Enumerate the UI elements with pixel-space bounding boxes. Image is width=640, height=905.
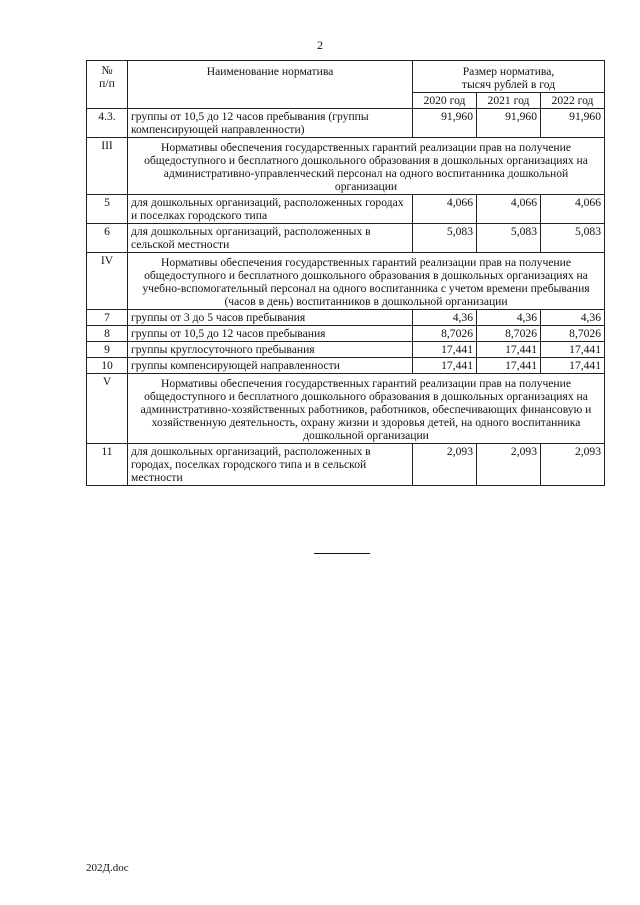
normative-name: группы от 10,5 до 12 часов пребывания (группы компенсирующей направленности) [128, 108, 413, 137]
section-row [87, 373, 605, 443]
section-row [87, 137, 605, 194]
row-number: 6 [87, 223, 128, 252]
value-2022: 4,066 [541, 194, 605, 223]
normative-name: для дошкольных организаций, расположенных городах и поселках городского типа [128, 194, 413, 223]
value-2021: 17,441 [477, 341, 541, 357]
normative-name: группы от 3 до 5 часов пребывания [128, 309, 413, 325]
table-header-row [87, 61, 605, 93]
row-number: IV [87, 252, 128, 309]
row-number: 9 [87, 341, 128, 357]
value-2020: 17,441 [413, 357, 477, 373]
value-2020: 2,093 [413, 443, 477, 485]
value-2020: 5,083 [413, 223, 477, 252]
value-2022: 5,083 [541, 223, 605, 252]
table-row [87, 443, 605, 485]
section-title: Нормативы обеспечения государственных гарантий реализации прав на получение общедоступного и бесплатного дошкольного образования в дошкольных организациях на учебно-вспомогательный персонал на одного воспитанника с учетом времени пребывания (часов в день) воспитанников в дошкольной организации [128, 252, 605, 309]
normative-name: группы компенсирующей направленности [128, 357, 413, 373]
footer-file-name: 202Д.doc [86, 862, 129, 874]
section-title: Нормативы обеспечения государственных гарантий реализации прав на получение общедоступного и бесплатного дошкольного образования в дошкольных организациях на административно-хозяйственных работников, работников, обеспечивающих финансовую и хозяйственную деятельность, охрану жизни и здоровья детей, на одного воспитанника дошкольной организации [128, 373, 605, 443]
separator-line [314, 553, 370, 554]
value-2021: 5,083 [477, 223, 541, 252]
header-year-2022: 2022 год [541, 92, 605, 108]
row-number: 5 [87, 194, 128, 223]
table-row [87, 108, 605, 137]
normative-table [86, 60, 605, 486]
normative-table-body [87, 61, 605, 486]
value-2022: 17,441 [541, 357, 605, 373]
page-number: 2 [317, 38, 323, 52]
header-num: № п/п [87, 61, 128, 109]
value-2020: 4,36 [413, 309, 477, 325]
normative-name: группы от 10,5 до 12 часов пребывания [128, 325, 413, 341]
row-number: 10 [87, 357, 128, 373]
value-2020: 91,960 [413, 108, 477, 137]
value-2021: 17,441 [477, 357, 541, 373]
value-2022: 4,36 [541, 309, 605, 325]
section-row [87, 252, 605, 309]
row-number: III [87, 137, 128, 194]
table-row [87, 194, 605, 223]
value-2022: 2,093 [541, 443, 605, 485]
value-2021: 91,960 [477, 108, 541, 137]
value-2020: 4,066 [413, 194, 477, 223]
value-2022: 8,7026 [541, 325, 605, 341]
header-name: Наименование норматива [128, 61, 413, 109]
table-row [87, 223, 605, 252]
row-number: 7 [87, 309, 128, 325]
row-number: 4.3. [87, 108, 128, 137]
header-year-2020: 2020 год [413, 92, 477, 108]
normative-name: для дошкольных организаций, расположенных в сельской местности [128, 223, 413, 252]
table-row [87, 309, 605, 325]
table-row [87, 341, 605, 357]
table-row [87, 357, 605, 373]
normative-name: группы круглосуточного пребывания [128, 341, 413, 357]
normative-name: для дошкольных организаций, расположенных в городах, поселках городского типа и в сельской местности [128, 443, 413, 485]
value-2021: 4,36 [477, 309, 541, 325]
value-2020: 17,441 [413, 341, 477, 357]
value-2021: 2,093 [477, 443, 541, 485]
value-2021: 4,066 [477, 194, 541, 223]
value-2020: 8,7026 [413, 325, 477, 341]
row-number: 8 [87, 325, 128, 341]
table-row [87, 325, 605, 341]
value-2022: 17,441 [541, 341, 605, 357]
value-2021: 8,7026 [477, 325, 541, 341]
row-number: 11 [87, 443, 128, 485]
header-year-2021: 2021 год [477, 92, 541, 108]
section-title: Нормативы обеспечения государственных гарантий реализации прав на получение общедоступного и бесплатного дошкольного образования в дошкольных организациях на административно-управленческий персонал на одного воспитанника дошкольной организации [128, 137, 605, 194]
header-size: Размер норматива, тысяч рублей в год [413, 61, 605, 93]
row-number: V [87, 373, 128, 443]
value-2022: 91,960 [541, 108, 605, 137]
